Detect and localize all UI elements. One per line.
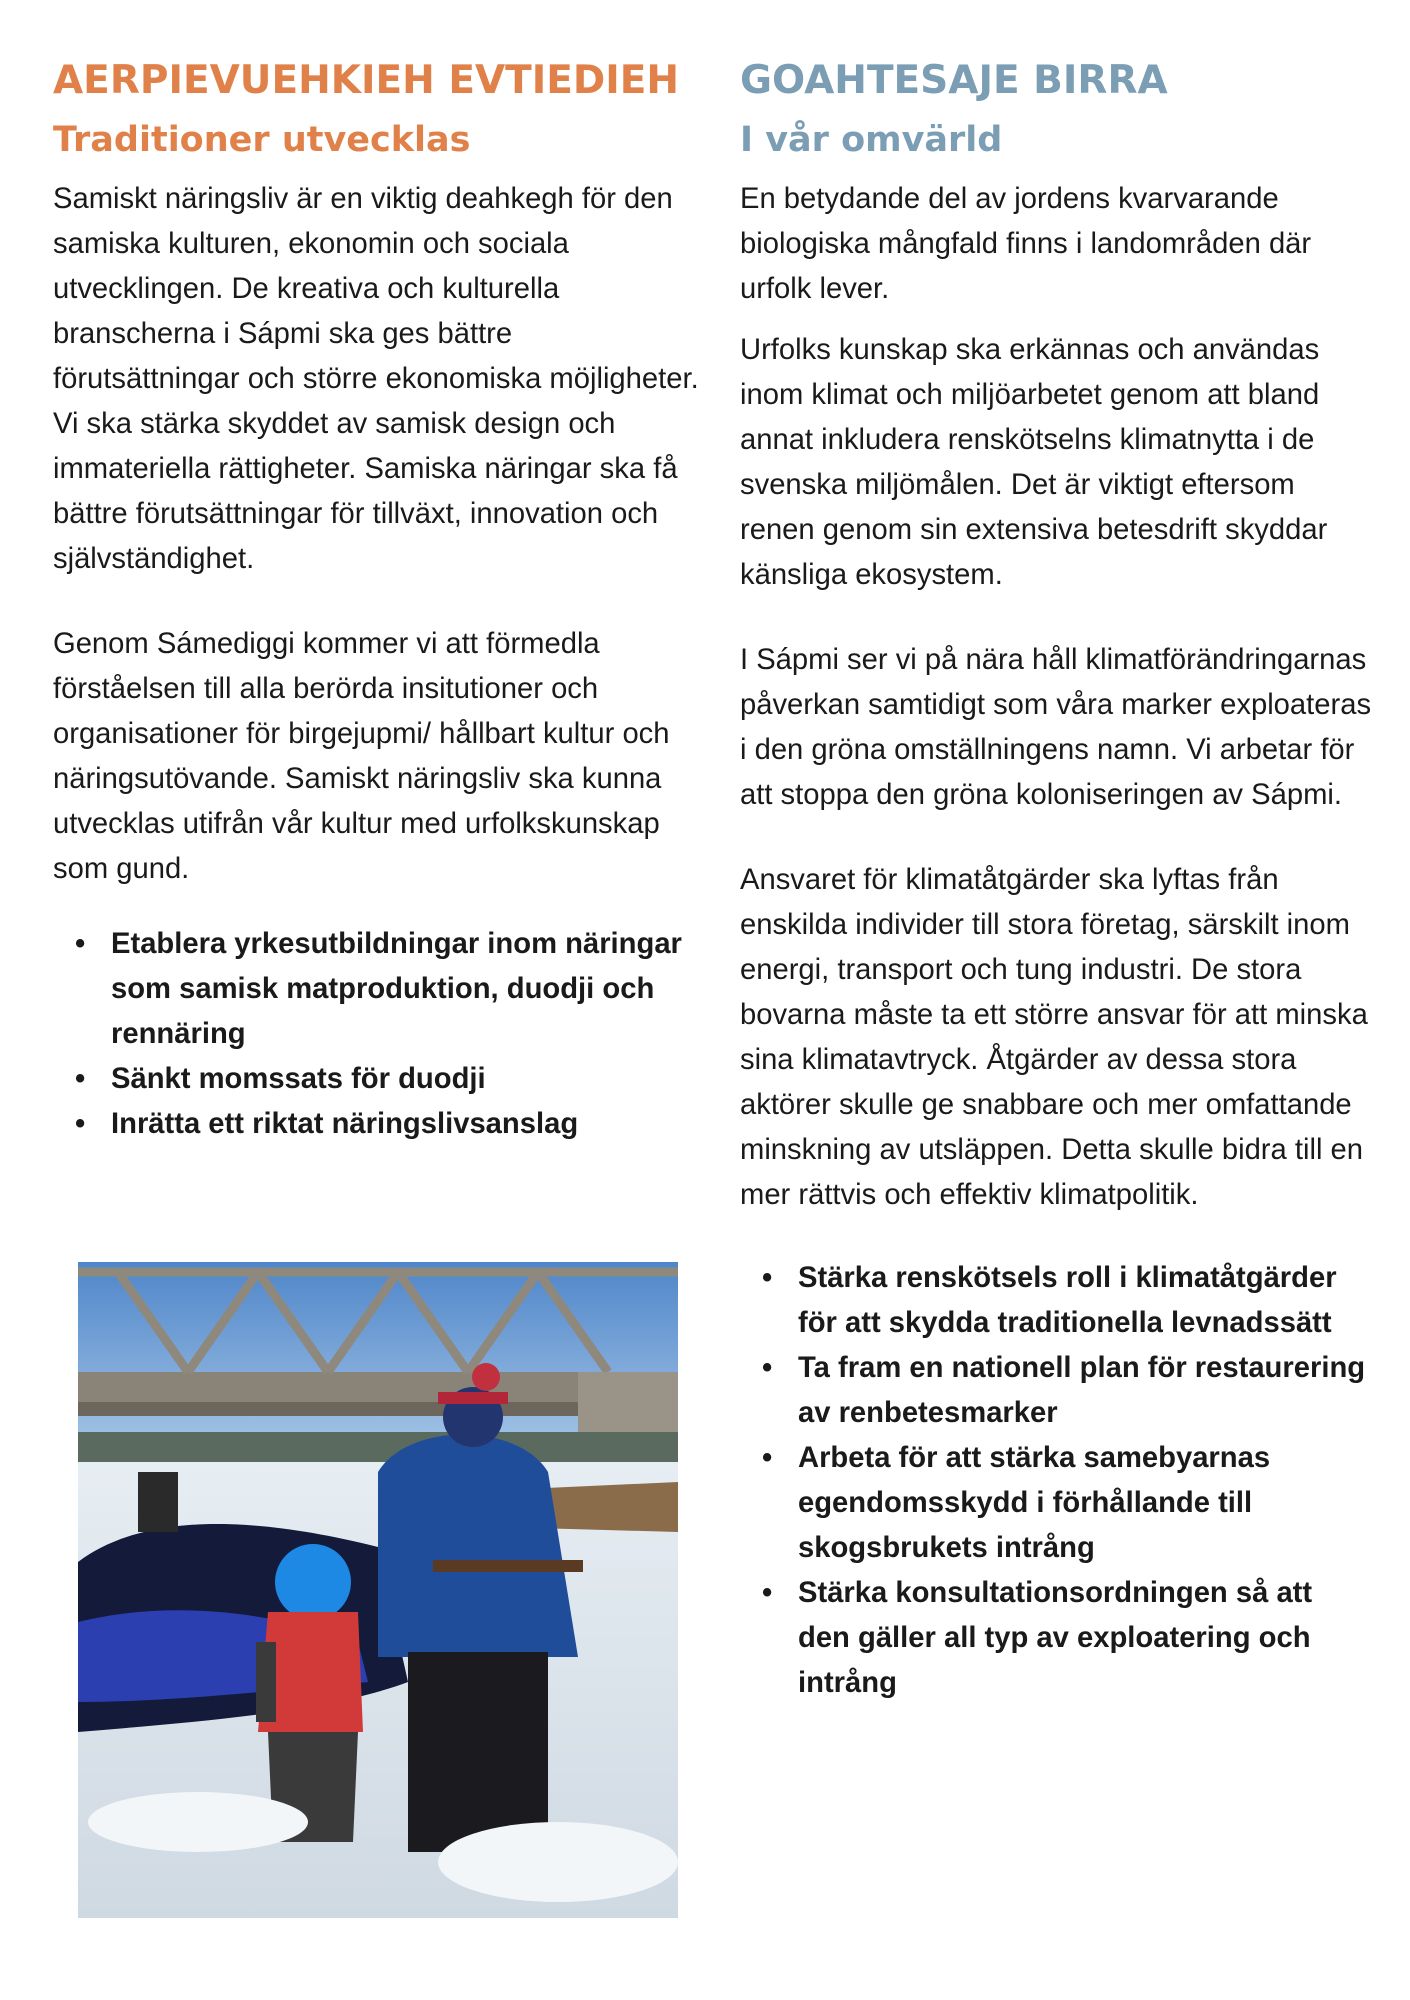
left-heading: AERPIEVUEHKIEH EVTIEDIEH: [53, 58, 680, 103]
bullet-dot: •: [762, 1576, 773, 1609]
left-column: [53, 58, 705, 1147]
right-bullet-list: [740, 1256, 1372, 1706]
bullet-dot: •: [762, 1351, 773, 1384]
right-column: [740, 58, 1372, 1706]
bullet-text: Arbeta för att stärka samebyarnas egendomsskydd i förhållande till skogsbrukets intrång: [798, 1441, 1271, 1564]
right-heading: GOAHTESAJE BIRRA: [740, 58, 1168, 103]
photo-snowmobile-and-family: [78, 1262, 678, 1918]
right-paragraph-1: En betydande del av jordens kvarvarande biologiska mångfald finns i landområden där urfolk lever.: [740, 182, 1312, 305]
left-paragraph-2: Genom Sámediggi kommer vi att förmedla förståelsen till alla berörda insitutioner och organisationer för birgejupmi/ hållbart kultur och näringsutövande. Samiskt näringsliv ska kunna utvecklas utifrån vår kultur med urfolkskunskap som gund.: [53, 627, 670, 885]
right-paragraph-4: Ansvaret för klimatåtgärder ska lyftas från enskilda individer till stora företag, särskilt inom energi, transport och tung industri. De stora bovarna måste ta ett större ansvar för att minska sina klimatavtryck. Åtgärder av dessa stora aktörer skulle ge snabbare och mer omfattande minskning av utsläppen. Detta skulle bidra till en mer rättvis och effektiv klimatpolitik.: [740, 863, 1368, 1211]
bullet-dot: •: [75, 1107, 86, 1140]
bullet-dot: •: [75, 1062, 86, 1095]
left-subheading: Traditioner utvecklas: [53, 119, 471, 160]
list-item: [740, 1346, 1372, 1436]
right-paragraph-3: I Sápmi ser vi på nära håll klimatförändringarnas påverkan samtidigt som våra marker exploateras i den gröna omställningens namn. Vi arbetar för att stoppa den gröna koloniseringen av Sápmi.: [740, 643, 1372, 811]
bullet-dot: •: [762, 1261, 773, 1294]
bullet-dot: •: [762, 1441, 773, 1474]
bullet-text: Etablera yrkesutbildningar inom näringar som samisk matproduktion, duodji och rennäring: [111, 927, 682, 1050]
right-paragraph-2: Urfolks kunskap ska erkännas och användas inom klimat och miljöarbetet genom att bland annat inkludera renskötselns klimatnytta i de svenska miljömålen. Det är viktigt eftersom renen genom sin extensiva betesdrift skyddar känsliga ekosystem.: [740, 333, 1328, 591]
list-item: [53, 922, 713, 1057]
list-item: [53, 1102, 713, 1147]
bullet-text: Ta fram en nationell plan för restaurering av renbetesmarker: [798, 1351, 1366, 1429]
list-item: [740, 1571, 1372, 1706]
bullet-text: Stärka renskötsels roll i klimatåtgärder för att skydda traditionella levnadssätt: [798, 1261, 1337, 1339]
list-item: [53, 1057, 713, 1102]
list-item: [740, 1256, 1372, 1346]
right-subheading: I vår omvärld: [740, 119, 1003, 160]
bullet-text: Stärka konsultationsordningen så att den gäller all typ av exploatering och intrång: [798, 1576, 1313, 1699]
list-item: [740, 1436, 1372, 1571]
left-paragraph-1: Samiskt näringsliv är en viktig deahkegh för den samiska kulturen, ekonomin och sociala utvecklingen. De kreativa och kulturella branscherna i Sápmi ska ges bättre förutsättningar och större ekonomiska möjligheter. Vi ska stärka skyddet av samisk design och immateriella rättigheter. Samiska näringar ska få bättre förutsättningar för tillväxt, innovation och självständighet.: [53, 182, 699, 575]
bullet-dot: •: [75, 927, 86, 960]
bullet-text: Sänkt momssats för duodji: [111, 1062, 486, 1095]
bullet-text: Inrätta ett riktat näringslivsanslag: [111, 1107, 579, 1140]
left-bullet-list: [53, 922, 713, 1147]
